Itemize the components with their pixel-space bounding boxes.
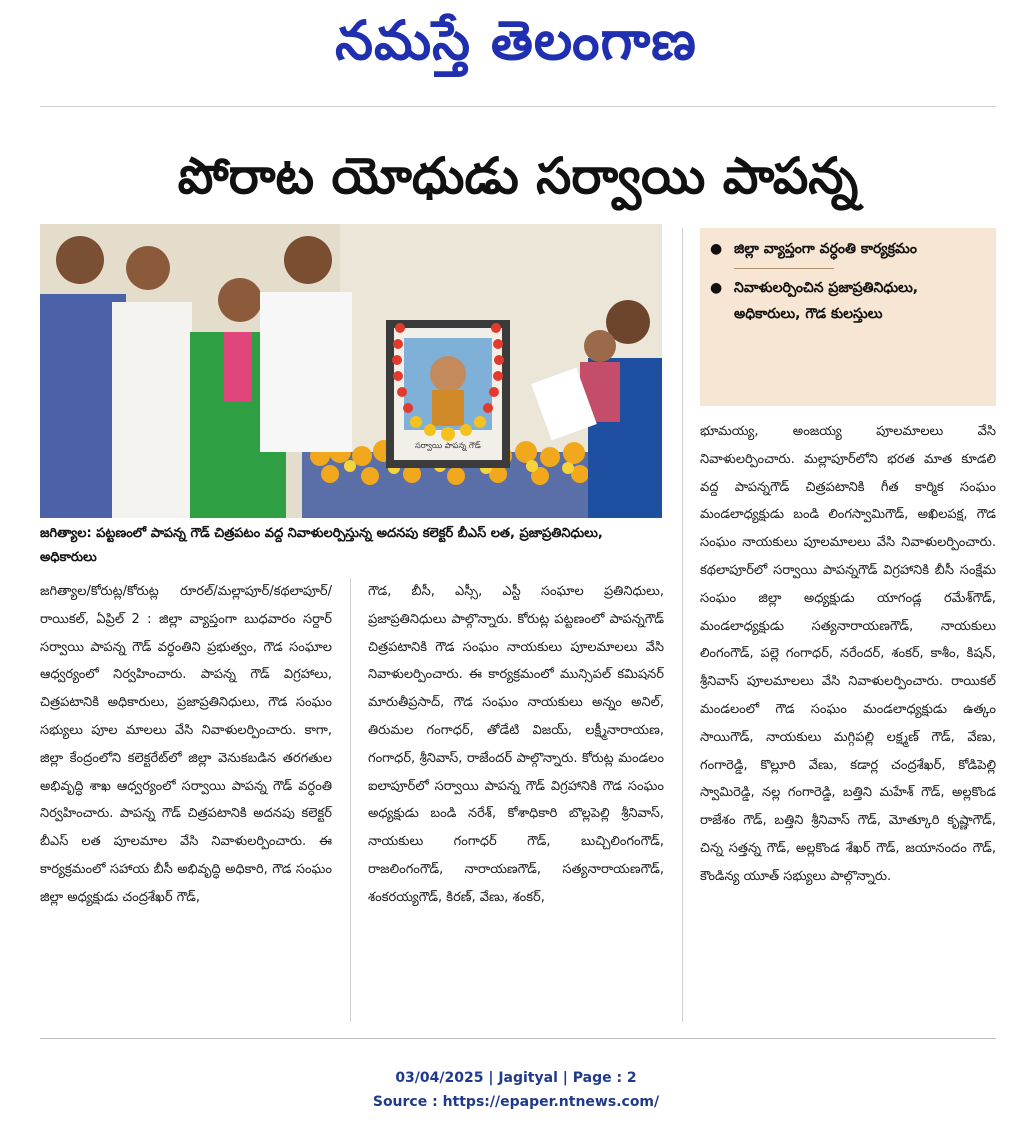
highlight-text: నివాళులర్పించిన ప్రజాప్రతినిధులు, అధికారులు, గౌడ కులస్తులు bbox=[734, 280, 919, 322]
bullet-icon: ● bbox=[710, 280, 723, 296]
column-text: భూమయ్య, అంజయ్య పూలమాలలు వేసి నివాళులర్పించారు. మల్లాపూర్‌లోని భరత మాత కూడలి వద్ద పాపన్నగౌడ్ చిత్రపటానికి గీత కార్మిక సంఘం మండలాధ్యక్షుడు బండి లింగస్వామిగౌడ్, అఖిలపక్ష, గౌడ సంఘం నాయకులు పూలమాలలు వేసి నివాళులర్పించారు. కథలాపూర్‌లో సర్వాయి పాపన్నగౌడ్ విగ్రహానికి బీసీ సంక్షేమ సంఘం జిల్లా అధ్యక్షుడు యాగండ్ల రమేశ్‌గౌడ్, మండలాధ్యక్షుడు సత్యనారాయణగౌడ్, నాయకులు లింగంగౌడ్, పల్లె గంగాధర్, నరేందర్, శంకర్, కాశీం, కిషన్, శ్రీనివాస్ పూలమాలలు వేసి నివాళులర్పించారు. రాయికల్ మండలంలో గౌడ సంఘం మండలాధ్యక్షుడు ఉత్కం సాయిగౌడ్, నాయకులు మగ్గిపల్లి లక్ష్మణ్ గౌడ్, వేణు, గంగారెడ్డి, కొల్లూరి వేణు, కడార్ల చంద్రశేఖర్, కోడిపెల్లి స్వామిరెడ్డి, నల్ల గంగారెడ్డి, బత్తిని మహేశ్ గౌడ్, అల్లకొండ రాజేశం గౌడ్, బత్తిని శ్రీనివాస్ గౌడ్, మోత్కూరి కృష్ణాగౌడ్, చిన్న సత్తన్న గౌడ్, అల్లకొండ శేఖర్ గౌడ్, జయానందం గౌడ్, కౌండిన్య యూత్ సభ్యులు పాల్గొన్నారు. bbox=[700, 424, 996, 884]
article-column-2 bbox=[368, 578, 664, 1022]
column-divider bbox=[682, 228, 683, 1022]
column-text: జగిత్యాల/కోరుట్ల/కోరుట్ల రూరల్/మల్లాపూర్/కథలాపూర్/రాయికల్, ఏప్రిల్ 2 : జిల్లా వ్యాప్తంగా బుధవారం సర్దార్ సర్వాయి పాపన్న గౌడ్ వర్ధంతిని ప్రభుత్వం, గౌడ సంఘాల ఆధ్వర్యంలో నిర్వహించారు. పాపన్న గౌడ్ విగ్రహాలు, చిత్రపటానికి అధికారులు, ప్రజాప్రతినిధులు, గౌడ సంఘం సభ్యులు పూల మాలలు వేసి నివాళులర్పించారు. కాగా, జిల్లా కేంద్రంలోని కలెక్టరేట్‌లో జిల్లా వెనుకబడిన తరగతుల అభివృద్ధి శాఖ ఆధ్వర్యంలో సర్వాయి పాపన్న గౌడ్ వర్ధంతి నిర్వహించారు. పాపన్న గౌడ్ చిత్రపటానికి అదనపు కలెక్టర్ బీఎస్ లత పూలమాల వేసి నివాళులర్పించారు. ఈ కార్యక్రమంలో సహాయ బీసీ అభివృద్ధి అధికారి, గౌడ సంఘం జిల్లా అధ్యక్షుడు చంద్రశేఖర్ గౌడ్, bbox=[40, 584, 332, 905]
bottom-divider bbox=[40, 1038, 996, 1039]
article-photo bbox=[40, 224, 662, 518]
highlight-item bbox=[710, 275, 984, 327]
masthead-logo: నమస్తే తెలంగాణ bbox=[335, 9, 697, 72]
article-column-3 bbox=[700, 418, 996, 1030]
column-divider bbox=[350, 578, 351, 1022]
photo-illustration bbox=[40, 224, 662, 518]
photo-caption: జగిత్యాల: పట్టణంలో పాపన్న గౌడ్ చిత్రపటం వద్ద నివాళులర్పిస్తున్న అదనపు కలెక్టర్ బీఎస్ లత, ప్రజాప్రతినిధులు, అధికారులు bbox=[40, 526, 603, 565]
highlight-divider bbox=[734, 268, 834, 269]
masthead bbox=[0, 4, 1032, 78]
footer-date-page: 03/04/2025 | Jagityal | Page : 2 bbox=[395, 1070, 637, 1086]
highlight-item bbox=[710, 236, 984, 262]
article-headline: పోరాట యోధుడు సర్వాయి పాపన్న bbox=[177, 147, 859, 205]
top-divider bbox=[40, 106, 996, 107]
article-column-1 bbox=[40, 578, 332, 1022]
column-text: గౌడ, బీసీ, ఎస్సీ, ఎస్టీ సంఘాల ప్రతినిధులు, ప్రజాప్రతినిధులు పాల్గొన్నారు. కోరుట్ల పట్టణంలో పాపన్నగౌడ్ చిత్రపటానికి గౌడ సంఘం నాయకులు పూలమాలలు వేసి నివాళులర్పించారు. ఈ కార్యక్రమంలో మున్సిపల్ కమిషనర్ మారుతీప్రసాద్, గౌడ సంఘం నాయకులు అన్నం అనిల్, తిరుమల గంగాధర్, తోడేటి విజయ్, లక్ష్మీనారాయణ, గంగాధర్, శ్రీనివాస్, రాజేందర్ పాల్గొన్నారు. కోరుట్ల మండలం ఐలాపూర్‌లో సర్వాయి పాపన్న గౌడ్ విగ్రహానికి గౌడ సంఘం అధ్యక్షుడు బండి నరేశ్, కోశాధికారి బొల్లపెల్లి శ్రీనివాస్, నాయకులు గంగాధర్ గౌడ్, బుచ్చిలింగంగౌడ్, రాజలింగంగౌడ్, నారాయణగౌడ్, సత్యనారాయణగౌడ్, శంకరయ్యగౌడ్, కిరణ్, వేణు, శంకర్, bbox=[368, 584, 664, 905]
highlights-box bbox=[700, 228, 996, 406]
portrait-label: సర్వాయి పాపన్న గౌడ్ bbox=[415, 441, 481, 450]
footer-source: Source : https://epaper.ntnews.com/ bbox=[372, 1094, 660, 1110]
bullet-icon: ● bbox=[710, 241, 723, 257]
highlight-text: జిల్లా వ్యాప్తంగా వర్ధంతి కార్యక్రమం bbox=[734, 241, 917, 257]
